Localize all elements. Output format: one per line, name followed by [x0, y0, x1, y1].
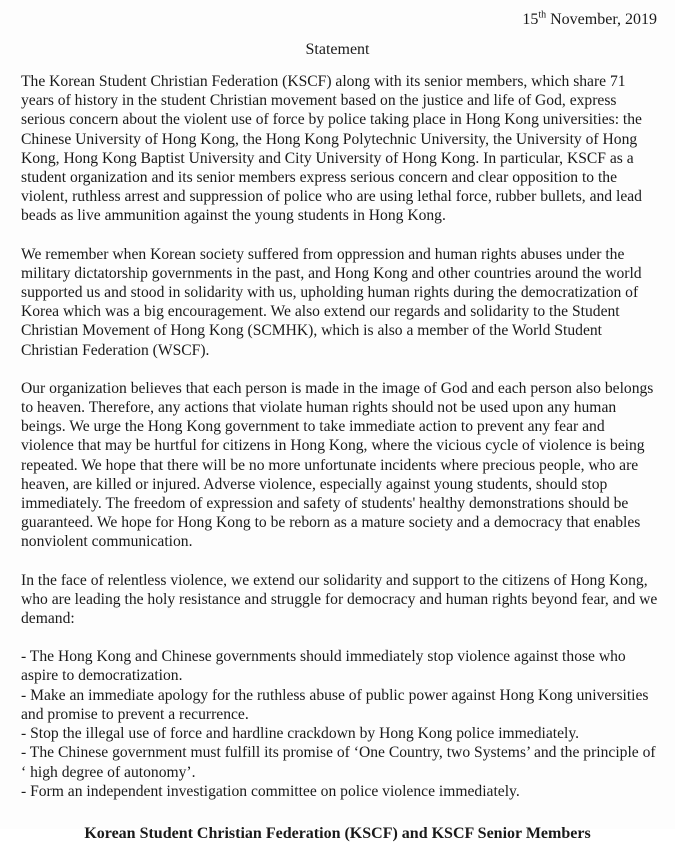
signature-line: Korean Student Christian Federation (KSCF) and KSCF Senior Members — [84, 825, 591, 842]
demand-item: - Form an independent investigation committee on police violence immediately. — [21, 782, 520, 800]
statement-body — [21, 72, 661, 801]
demand-item: - Make an immediate apology for the ruthless abuse of public power against Hong Kong universities and promise to prevent a recurrence. — [21, 686, 649, 723]
paragraph-solidarity: In the face of relentless violence, we extend our solidarity and support to the citizens of Hong Kong, who are leading the holy resistance and struggle for democracy and human rights beyond fear, and we demand: — [21, 571, 658, 628]
date-month-year: November, 2019 — [546, 11, 657, 28]
date-day: 15 — [522, 11, 539, 28]
demand-item: - Stop the illegal use of force and hardline crackdown by Hong Kong police immediately. — [21, 725, 580, 743]
date-day-suffix: th — [538, 9, 547, 21]
paragraph-belief: Our organization believes that each person is made in the image of God and each person also belongs to heaven. Therefore, any actions that violate human rights should not be used upon any human beings. We urge the Hong Kong government to take immediate action to prevent any fear and violence that may be hurtful for citizens in Hong Kong, where the vicious cycle of violence is being repeated. We hope that there will be no more unfortunate incidents where precious people, who are heaven, are killed or injured. Adverse violence, especially against young students, should stop immediately. The freedom of expression and safety of students' healthy demonstrations should be guaranteed. We hope for Hong Kong to be reborn as a mature society and a democracy that enables nonviolent communication. — [21, 379, 654, 551]
demands-list — [21, 647, 661, 801]
statement-title: Statement — [305, 41, 370, 58]
paragraph-remembrance: We remember when Korean society suffered from oppression and human rights abuses under the military dictatorship governments in the past, and Hong Kong and other countries around the world supported us and stood in solidarity with us, upholding human rights during the democratization of Korea which was a big encouragement. We also extend our regards and solidarity to the Student Christian Movement of Hong Kong (SCMHK), which is also a member of the World Student Christian Federation (WSCF). — [21, 245, 642, 359]
paragraph-concern: The Korean Student Christian Federation (KSCF) along with its senior members, which share 71 years of history in the student Christian movement based on the justice and life of God, express serious concern about the violent use of force by police taking place in Hong Kong universities: the Chinese University of Hong Kong, the Hong Kong Polytechnic University, the University of Hong Kong, Hong Kong Baptist University and City University of Hong Kong. In particular, KSCF as a student organization and its senior members express serious concern and clear opposition to the violent, ruthless arrest and suppression of police who are using lethal force, rubber bullets, and lead beads as live ammunition against the young students in Hong Kong. — [21, 73, 642, 225]
demand-item: - The Chinese government must fulfill its promise of ‘One Country, two Systems’ and the principle of ‘ high degree of autonomy’. — [21, 744, 656, 781]
statement-date — [522, 10, 657, 30]
demand-item: - The Hong Kong and Chinese governments should immediately stop violence against those who aspire to democratization. — [21, 648, 626, 685]
